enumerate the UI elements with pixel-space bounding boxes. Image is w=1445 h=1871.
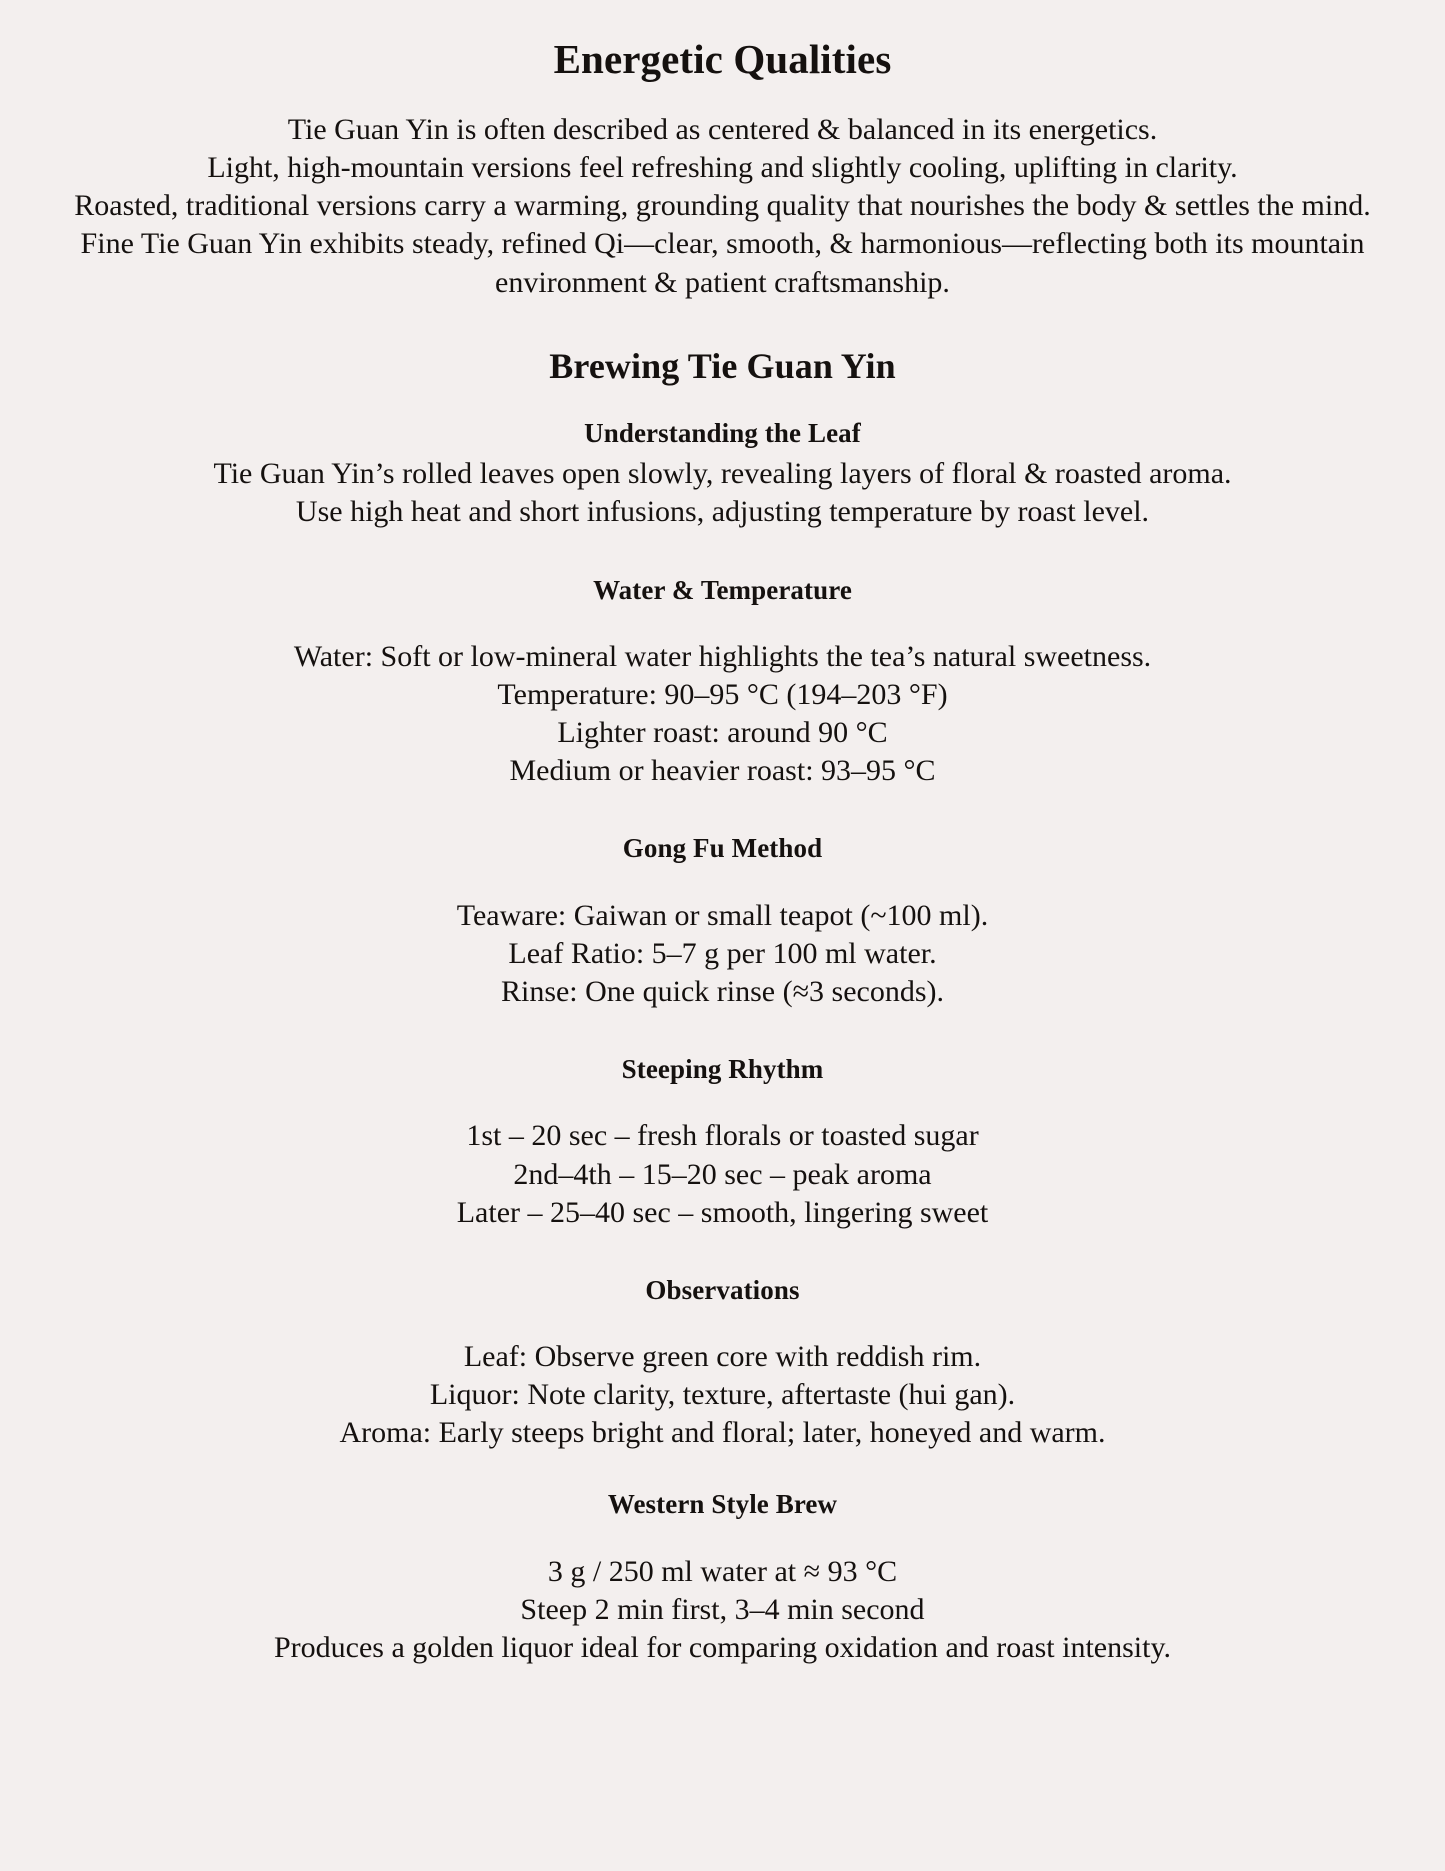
subsection-heading: Observations bbox=[645, 1274, 800, 1305]
subsection-water-and-temperature bbox=[60, 574, 1385, 791]
subsection-western-style-brew bbox=[60, 1488, 1385, 1667]
body-line: Roasted, traditional versions carry a warming, grounding quality that nourishes the body & settles the mind. bbox=[74, 189, 1371, 223]
subsection-heading: Western Style Brew bbox=[607, 1489, 838, 1520]
body-line: Temperature: 90–95 °C (194–203 °F) bbox=[497, 678, 948, 712]
energetic-qualities-body bbox=[60, 111, 1385, 301]
body-line: Medium or heavier roast: 93–95 °C bbox=[509, 754, 936, 788]
body-line: 3 g / 250 ml water at ≈ 93 °C bbox=[547, 1554, 898, 1588]
body-line: Liquor: Note clarity, texture, aftertaste (hui gan). bbox=[429, 1378, 1016, 1412]
body-line: Aroma: Early steeps bright and floral; later, honeyed and warm. bbox=[339, 1416, 1106, 1450]
body-line: Teaware: Gaiwan or small teapot (~100 ml). bbox=[456, 898, 989, 932]
body-line: Fine Tie Guan Yin exhibits steady, refined Qi—clear, smooth, & harmonious—reflecting both its mountain environment & patient craftsmanship. bbox=[80, 227, 1365, 299]
subsection-body bbox=[294, 638, 1151, 790]
body-line: 2nd–4th – 15–20 sec – peak aroma bbox=[513, 1157, 932, 1191]
subsection-heading: Gong Fu Method bbox=[622, 833, 823, 864]
body-line: Steep 2 min first, 3–4 min second bbox=[520, 1592, 925, 1626]
page-title-energetic-qualities: Energetic Qualities bbox=[553, 36, 892, 82]
body-line: Rinse: One quick rinse (≈3 seconds). bbox=[500, 974, 945, 1008]
subsection-understanding-the-leaf bbox=[60, 417, 1385, 532]
body-line: Tie Guan Yin is often described as centered & balanced in its energetics. bbox=[287, 113, 1158, 147]
subsection-gong-fu-method bbox=[60, 832, 1385, 1011]
subsection-heading: Steeping Rhythm bbox=[621, 1054, 824, 1085]
subsection-body bbox=[274, 1553, 1171, 1667]
body-line: Produces a golden liquor ideal for comparing oxidation and roast intensity. bbox=[273, 1630, 1171, 1664]
body-line: Tie Guan Yin’s rolled leaves open slowly, revealing layers of floral & roasted aroma. bbox=[213, 457, 1232, 491]
subsection-body bbox=[339, 1338, 1105, 1452]
body-line: Leaf: Observe green core with reddish rim. bbox=[463, 1340, 982, 1374]
subsection-body bbox=[213, 455, 1231, 531]
subsection-heading: Understanding the Leaf bbox=[584, 418, 861, 448]
body-line: Light, high-mountain versions feel refreshing and slightly cooling, uplifting in clarity. bbox=[207, 151, 1238, 185]
subsection-observations bbox=[60, 1274, 1385, 1453]
subsection-heading: Water & Temperature bbox=[593, 574, 852, 605]
subsection-steeping-rhythm bbox=[60, 1053, 1385, 1232]
body-line: Lighter roast: around 90 °C bbox=[557, 716, 888, 750]
body-line: Later – 25–40 sec – smooth, lingering sweet bbox=[456, 1195, 989, 1229]
body-line: Use high heat and short infusions, adjusting temperature by roast level. bbox=[295, 495, 1150, 529]
section-title-brewing: Brewing Tie Guan Yin bbox=[549, 345, 896, 386]
body-line: Leaf Ratio: 5–7 g per 100 ml water. bbox=[508, 936, 937, 970]
subsection-body bbox=[457, 1117, 989, 1231]
subsection-body bbox=[457, 897, 988, 1011]
body-line: 1st – 20 sec – fresh florals or toasted sugar bbox=[466, 1119, 979, 1153]
body-line: Water: Soft or low-mineral water highlights the tea’s natural sweetness. bbox=[293, 639, 1152, 673]
